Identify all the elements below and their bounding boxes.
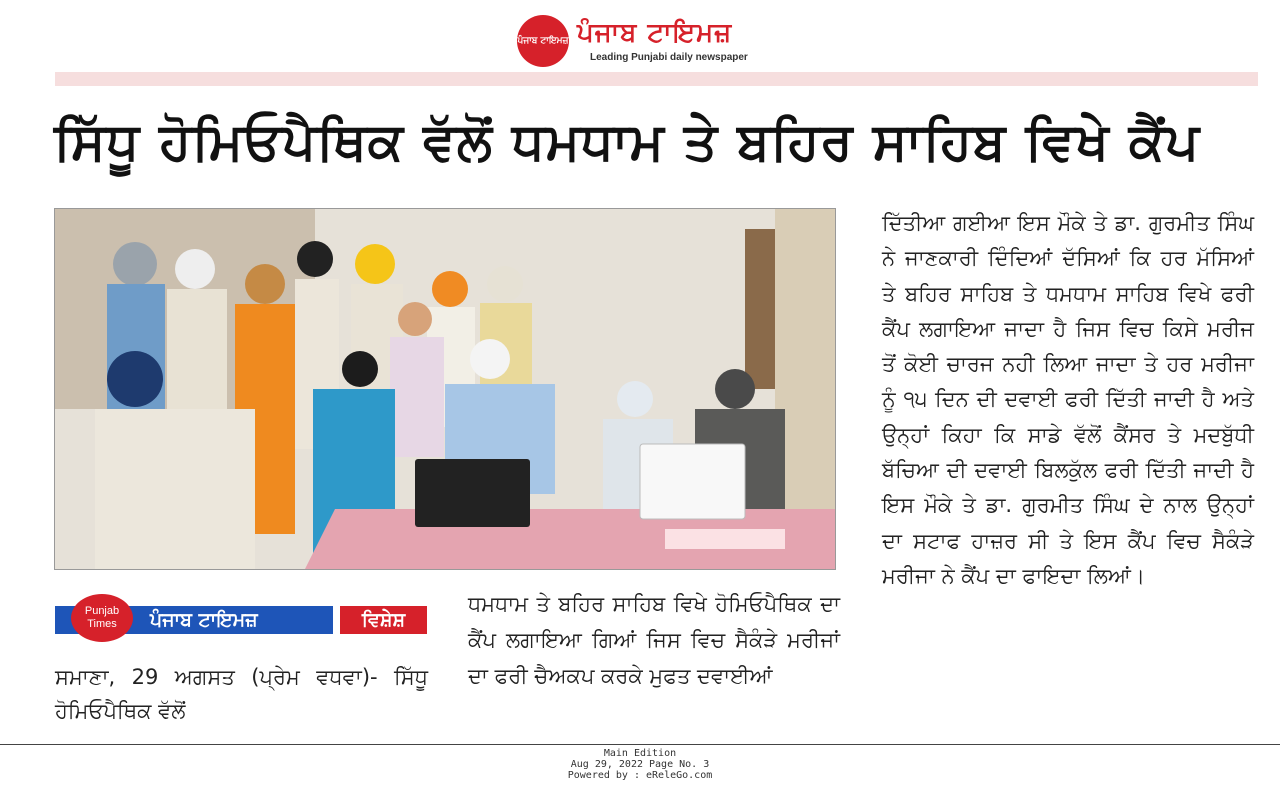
footer-edition: Main Edition [603,748,677,759]
section-banner [55,594,427,642]
banner-logo-line2: Times [87,618,117,630]
article-column-right: ਦਿੱਤੀਆ ਗਈਆ ਇਸ ਮੌਕੇ ਤੇ ਡਾ. ਗੁਰਮੀਤ ਸਿੰਘ ਨੇ ਜਾਣਕਾਰੀ ਦਿੰਦਿਆਂ ਦੱਸਿਆਂ ਕਿ ਹਰ ਮੱਸਿਆਂ ਤੇ ਬਹਿਰ ਸਾਹਿਬ ਤੇ ਧਮਧਾਮ ਸਾਹਿਬ ਵਿਖੇ ਫਰੀ ਕੈਂਪ ਲਗਾਇਆ ਜਾਦਾ ਹੈ ਜਿਸ ਵਿਚ ਕਿਸੇ ਮਰੀਜ ਤੋਂ ਕੋਈ ਚਾਰਜ ਨਹੀ ਲਿਆ ਜਾਦਾ ਤੇ ਹਰ ਮਰੀਜਾ ਨੂੰ ੧੫ ਦਿਨ ਦੀ ਦਵਾਈ ਫਰੀ ਦਿੱਤੀ ਜਾਦੀ ਹੈ ਅਤੇ ਉਨ੍ਹਾਂ ਕਿਹਾ ਕਿ ਸਾਡੇ ਵੱਲੋਂ ਕੈਂਸਰ ਤੇ ਮਦਬੁੱਧੀ ਬੱਚਿਆ ਦੀ ਦਵਾਈ ਬਿਲਕੁੱਲ ਫਰੀ ਦਿੱਤੀ ਜਾਦੀ ਹੈ ਇਸ ਮੌਕੇ ਤੇ ਡਾ. ਗੁਰਮੀਤ ਸਿੰਘ ਦੇ ਨਾਲ ਉਨ੍ਹਾਂ ਦਾ ਸਟਾਫ ਹਾਜ਼ਰ ਸੀ ਤੇ ਇਸ ਕੈਂਪ ਵਿਚ ਸੈਕੰੜੇ ਮਰੀਜਾ ਨੇ ਕੈਂਪ ਦਾ ਫਾਇਦਾ ਲਿਆਂ। [882,211,1254,588]
masthead [0,6,1280,66]
page-footer [0,748,1280,781]
banner-section-label: ਵਿਸ਼ੇਸ਼ [340,606,427,634]
banner-logo-line1: Punjab [84,605,120,617]
newspaper-logo[interactable] [517,15,569,67]
logo-text: ਪੰਜਾਬ ਟਾਇਮਜ਼ [517,36,569,46]
article-column-left: ਸਮਾਣਾ, 29 ਅਗਸਤ (ਪ੍ਰੇਮ ਵਧਵਾ)- ਸਿੱਧੂ ਹੋਮਿਓਪੈਥਿਕ ਵੱਲੋਂ [55,665,428,723]
footer-divider [0,744,1280,745]
footer-date-page: Aug 29, 2022 Page No. 3 [570,759,710,770]
article-headline: ਸਿੱਧੂ ਹੋਮਿਓਪੈਥਿਕ ਵੱਲੋਂ ਧਮਧਾਮ ਤੇ ਬਹਿਰ ਸਾਹਿਬ ਵਿਖੇ ਕੈਂਪ [54,112,1200,172]
banner-logo [71,594,133,642]
footer-powered-by[interactable]: Powered by : eReleGo.com [567,770,713,781]
article-photo [54,208,836,570]
article-column-middle: ਧਮਧਾਮ ਤੇ ਬਹਿਰ ਸਾਹਿਬ ਵਿਖੇ ਹੋਮਿਓਪੈਥਿਕ ਦਾ ਕੈਂਪ ਲਗਾਇਆ ਗਿਆਂ ਜਿਸ ਵਿਚ ਸੈਕੰੜੇ ਮਰੀਜਾਂ ਦਾ ਫਰੀ ਚੈਅਕਪ ਕਰਕੇ ਮੁਫਤ ਦਵਾਈਆਂ [468,592,840,688]
newspaper-tagline: Leading Punjabi daily newspaper [590,52,748,63]
header-divider [55,72,1258,86]
newspaper-title: ਪੰਜਾਬ ਟਾਇਮਜ਼ [577,18,733,48]
banner-paper-name: ਪੰਜਾਬ ਟਾਇਮਜ਼ [150,609,258,631]
